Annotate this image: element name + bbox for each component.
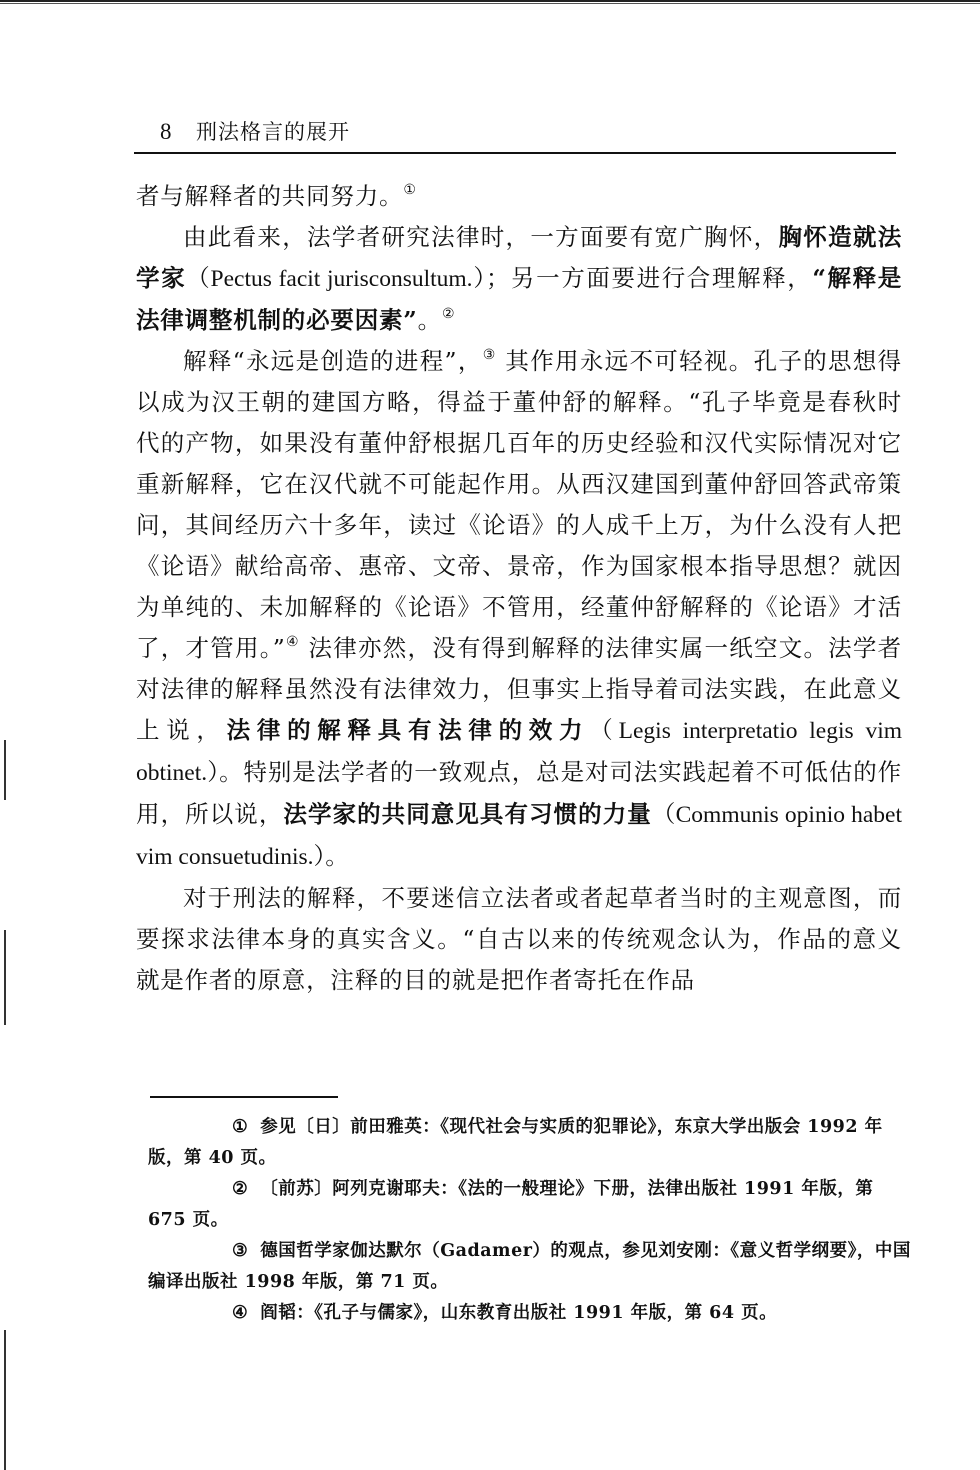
footnote-mark: ② (232, 1179, 249, 1199)
footnote-ref: ④ (285, 634, 300, 650)
latin-maxim: （Legis interpretatio legis vim obtinet.） (136, 718, 903, 786)
footnote-item (148, 1174, 914, 1236)
footnote-item (148, 1112, 914, 1174)
main-text (136, 176, 902, 1001)
footnote-text: 〔前苏〕阿列克谢耶夫：《法的一般理论》下册，法律出版社 1991 年版，第 675 页。 (148, 1179, 874, 1230)
footnote-text: 参见〔日〕前田雅英：《现代社会与实质的犯罪论》，东京大学出版会 1992 年版，第 40 页。 (148, 1117, 883, 1168)
page-header (160, 116, 350, 146)
footnote-ref: ③ (482, 347, 497, 363)
paragraph: 者与解释者的共同努力。① (136, 182, 417, 210)
maxim-bold: 法学家的共同意见具有习惯的力量 (283, 800, 652, 828)
header-rule (134, 152, 896, 154)
maxim-bold: 法律的解释具有法律的效力 (226, 716, 590, 744)
page-number: 8 (160, 119, 173, 144)
footnote-ref: ② (441, 306, 456, 322)
footnote-text: 阎韬：《孔子与儒家》，山东教育出版社 1991 年版，第 64 页。 (260, 1303, 778, 1323)
footnote-mark: ④ (232, 1303, 249, 1323)
scan-top-edge (0, 0, 980, 5)
footnote-item (148, 1298, 914, 1329)
scan-margin-mark (4, 1330, 6, 1470)
running-title: 刑法格言的展开 (196, 120, 350, 144)
footnotes (148, 1112, 914, 1329)
paragraph: 解释“永远是创造的进程”，③ 其作用永远不可轻视。孔子的思想得以成为汉王朝的建国方略，得益于董仲舒的解释。“孔子毕竟是春秋时代的产物，如果没有董仲舒根据几百年的历史经验和汉代实际情况对它重新解释，它在汉代就不可能起作用。从西汉建国到董仲舒回答武帝策问，其间经历六十多年，读过《论语》的人成千上万，为什么没有人把《论语》献给高帝、惠帝、文帝、景帝，作为国家根本指导思想？就因为单纯的、未加解释的《论语》不管用，经董仲舒解释的《论语》才活了，才管用。”④ 法律亦然，没有得到解释的法律实属一纸空文。法学者对法律的解释虽然没有法律效力，但事实上指导着司法实践，在此意义上说，法律的解释具有法律的效力（Legis interpretatio legis vim obtinet.）。特别是法学者的一致观点，总是对司法实践起着不可低估的作用，所以说，法学家的共同意见具有习惯的力量（Communis opinio habet vim consuetudinis.）。 (136, 347, 903, 870)
scan-margin-mark (4, 930, 6, 1025)
maxim-bold: “解释是法律调整机制的必要因素” (136, 264, 903, 334)
maxim-bold: 胸怀造就法学家 (136, 223, 902, 292)
latin-maxim: （Communis opinio habet vim consuetudinis.） (136, 802, 903, 870)
footnote-mark: ③ (232, 1241, 249, 1261)
footnote-mark: ① (232, 1117, 249, 1137)
footnote-item (148, 1236, 914, 1298)
footnote-rule (150, 1096, 338, 1098)
paragraph: 由此看来，法学者研究法律时，一方面要有宽广胸怀，胸怀造就法学家（Pectus facit jurisconsultum.）；另一方面要进行合理解释，“解释是法律调整机制的必要因素”。② (136, 223, 903, 334)
footnote-text: 德国哲学家伽达默尔（Gadamer）的观点，参见刘安刚：《意义哲学纲要》，中国编译出版社 1998 年版，第 71 页。 (148, 1241, 911, 1292)
latin-maxim: （Pectus facit jurisconsultum.） (186, 266, 486, 292)
scan-margin-mark (4, 740, 6, 800)
paragraph: 对于刑法的解释，不要迷信立法者或者起草者当时的主观意图，而要探求法律本身的真实含义。“自古以来的传统观念认为，作品的意义就是作者的原意，注释的目的就是把作者寄托在作品 (136, 884, 902, 994)
footnote-ref: ① (403, 182, 417, 198)
